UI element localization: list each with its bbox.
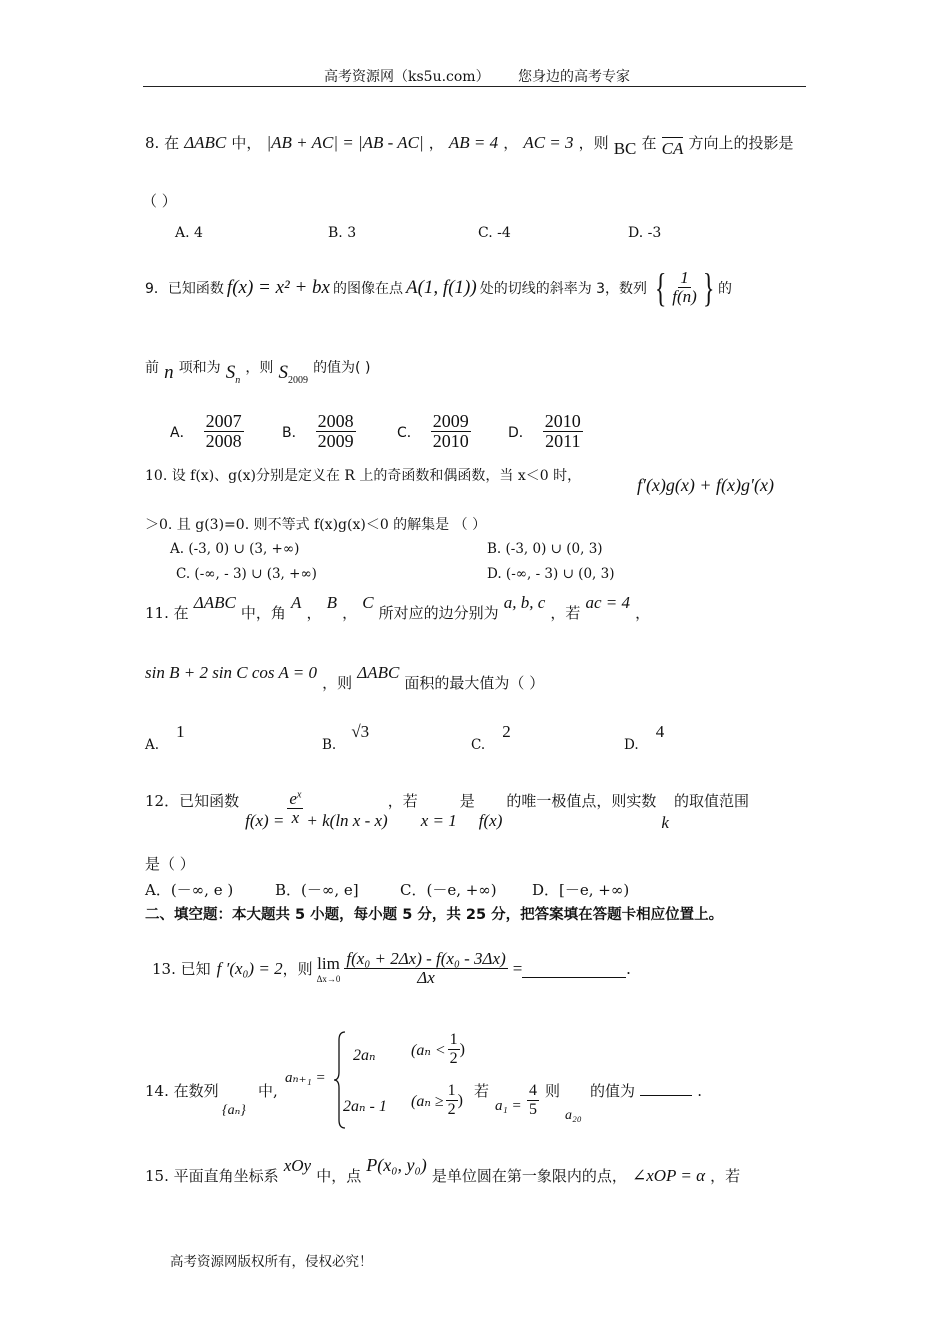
q14-cases-brace — [333, 1030, 347, 1134]
q8-tail: 方向上的投影是 — [688, 134, 794, 152]
q10-line2: ＞0. 且 g(3)=0. 则不等式 f(x)g(x)＜0 的解集是 （ ） — [145, 517, 487, 533]
q11-choice-c — [471, 722, 511, 753]
q9-choice-c-fraction — [431, 412, 471, 452]
q13-prefix: 13. 已知 — [152, 960, 211, 979]
q8-comma2: ， — [503, 134, 519, 152]
q14-cond1 — [411, 1032, 465, 1067]
q11-choice-d-value: 4 — [655, 722, 665, 741]
q9-choice-b-label: B． — [282, 424, 306, 441]
q9-choice-a-den: 2008 — [205, 430, 242, 451]
section-2-heading: 二、填空题：本大题共 5 小题，每小题 5 分，共 25 分，把答案填在答题卡相应位置上。 — [145, 907, 724, 923]
q8-answer-paren: （ ） — [142, 192, 177, 210]
q13-num: f(x₀ + 2Δx) - f(x₀ - 3Δx) — [346, 949, 506, 968]
q9-seq-num: 1 — [680, 268, 689, 288]
q9-line2 — [145, 356, 371, 386]
q8-choice-a: A. 4 — [175, 225, 203, 241]
q14-lhs: aₙ₊₁ = — [285, 1070, 326, 1086]
q13-limit — [317, 954, 341, 984]
q14-case1: 2aₙ — [353, 1047, 376, 1064]
q9-seq-den: f(n) — [672, 287, 697, 307]
q14-half1 — [448, 1032, 460, 1067]
q9-brace-right: } — [702, 265, 715, 310]
q12-choice-c: C．(－e, +∞) — [400, 881, 497, 899]
q14-a1: a₁ = — [495, 1098, 522, 1114]
q8-vector-equation: |AB + AC| = |AB - AC| — [266, 133, 424, 152]
q8-choice-b: B. 3 — [328, 225, 357, 241]
question-11 — [145, 592, 651, 622]
q14-close2: ) — [457, 1091, 463, 1109]
q9-choice-d-num: 2010 — [544, 411, 581, 431]
q13-fraction — [344, 950, 507, 988]
q11-choice-a — [145, 722, 185, 753]
q8-comma1: ， — [428, 134, 444, 152]
q15-prefix: 15. 平面直角坐标系 — [145, 1167, 279, 1185]
q14-half2 — [446, 1083, 458, 1118]
q9-choice-a — [170, 412, 244, 452]
q9-choice-a-label: A． — [170, 424, 194, 441]
q9-mid2: 处的切线的斜率为 3，数列 — [479, 281, 648, 297]
q11-choice-c-label: C. — [471, 737, 486, 753]
q14-mid: 中, — [258, 1082, 278, 1100]
q9-choice-b-den: 2009 — [317, 430, 354, 451]
q12-choice-b: B．(－∞, e] — [275, 881, 359, 899]
q11-ac: ac = 4 — [585, 593, 631, 612]
q12-tail: 的取值范围 — [673, 792, 749, 810]
question-15 — [145, 1155, 741, 1185]
q8-choice-c: C. -4 — [478, 225, 511, 241]
q11-choice-b-value: √3 — [351, 722, 370, 741]
q9-choice-d-den: 2011 — [545, 430, 581, 451]
question-13 — [152, 950, 631, 988]
q14-half2-num: 1 — [447, 1082, 456, 1099]
header-slogan: 您身边的高考专家 — [518, 69, 630, 85]
q9-point: A(1, f(1)) — [406, 277, 477, 298]
q11-triangle2: ΔABC — [357, 663, 400, 682]
q9-choice-a-num: 2007 — [205, 411, 242, 431]
q9-tail: 的 — [718, 281, 733, 297]
q8-triangle: ΔABC — [184, 133, 227, 152]
q9-choice-c-den: 2010 — [432, 430, 469, 451]
q13-den: Δx — [417, 967, 435, 987]
q10-expression: f′(x)g(x) + f(x)g′(x) — [637, 475, 774, 495]
q9-prefix: 9．已知函数 — [145, 281, 224, 297]
q12-prefix: 12．已知函数 — [145, 792, 240, 810]
q8-choice-d: D. -3 — [628, 225, 662, 241]
q9-sn — [225, 362, 241, 386]
q12-mid2: 是 — [459, 792, 475, 810]
q13-answer-blank[interactable] — [522, 959, 626, 978]
q14-cond2 — [411, 1083, 463, 1118]
q9-brace-left: { — [654, 265, 667, 310]
q9-line2-a: 前 — [145, 360, 159, 376]
q14-close1: ) — [459, 1040, 465, 1058]
q11-mid3: ，若 — [550, 604, 581, 622]
q11-mid2: 所对应的边分别为 — [378, 604, 499, 622]
q12-frac-num — [287, 790, 303, 809]
q14-half1-den: 2 — [449, 1049, 458, 1067]
q8-ac: AC = 3 — [523, 133, 574, 152]
q14-a20: a₂₀ — [565, 1108, 582, 1123]
q11-angle-c: C — [362, 593, 374, 612]
q11-choice-a-label: A. — [145, 737, 160, 753]
q14-half1-num: 1 — [449, 1031, 458, 1048]
q11-line2 — [145, 662, 545, 692]
q9-choice-b-fraction — [316, 412, 356, 452]
q11-angle-b: B — [326, 593, 337, 612]
q13-equals: = — [512, 958, 523, 978]
q11-comma2: ， — [342, 604, 358, 622]
q9-n: n — [164, 362, 174, 383]
q13-period: . — [626, 958, 631, 978]
q11-prefix: 11. 在 — [145, 604, 189, 622]
q11-choice-c-value: 2 — [502, 722, 511, 741]
q11-choice-a-value: 1 — [176, 722, 185, 741]
q12-mid3: 的唯一极值点，则实数 — [506, 792, 657, 810]
q10-choice-d: D. (-∞, - 3) ∪ (0, 3) — [487, 566, 615, 582]
q8-mid: 中， — [231, 134, 262, 152]
q11-choice-d — [624, 722, 665, 753]
q13-lim-sub: Δx→0 — [316, 973, 341, 984]
q9-choice-c-label: C． — [397, 424, 421, 441]
q9-choice-d-fraction — [543, 412, 583, 452]
question-9 — [145, 265, 733, 310]
q12-rest: + k(ln x - x) — [306, 810, 388, 830]
q8-prefix: 8. 在 — [145, 134, 180, 152]
q14-prefix: 14. 在数列 — [145, 1082, 219, 1100]
q14-tail-line — [590, 1080, 702, 1101]
q14-answer-blank[interactable] — [640, 1081, 692, 1096]
q14-tail: 的值为 — [590, 1082, 636, 1100]
q9-sn-letter: S — [225, 362, 236, 383]
q11-angle-a: A — [291, 593, 302, 612]
question-12 — [145, 789, 749, 832]
question-8 — [145, 132, 794, 158]
q11-choice-b — [322, 722, 370, 753]
q14-sequence: {aₙ} — [222, 1103, 246, 1118]
q12-fx: f(x) = — [245, 810, 285, 830]
q10-choice-a: A. (-3, 0) ∪ (3, +∞) — [170, 541, 300, 557]
q12-fx2: f(x) — [478, 810, 503, 830]
q15-angle: ∠xOP = α — [631, 1166, 706, 1185]
q11-mid4: ，则 — [322, 674, 353, 692]
q9-choice-b — [282, 412, 356, 452]
q9-line2-c: ，则 — [245, 360, 274, 376]
q12-k: k — [661, 812, 669, 832]
q9-line2-b: 项和为 — [178, 360, 221, 376]
q9-s2009-sub: 2009 — [287, 374, 308, 386]
q9-function: f(x) = x² + bx — [226, 277, 330, 298]
q12-choice-d: D．[－e, +∞) — [532, 881, 630, 899]
q13-condition: f ′(x₀) = 2 — [216, 958, 283, 978]
q11-comma3: ， — [635, 604, 651, 622]
q14-cond1-text: (aₙ < — [411, 1041, 446, 1059]
q14-period: . — [697, 1082, 702, 1100]
q13-mid: ，则 — [282, 960, 313, 979]
header-site: 高考资源网（ks5u.com） — [324, 69, 490, 85]
q8-zai: 在 — [641, 134, 657, 152]
q12-line2: 是（ ） — [145, 855, 195, 873]
q15-xoy: xOy — [283, 1156, 312, 1175]
q9-s2009 — [278, 362, 308, 386]
q9-line2-d: 的值为( ) — [313, 360, 371, 376]
q8-ab: AB = 4 — [448, 133, 499, 152]
q13-lim-word: lim — [317, 953, 340, 973]
q8-bc: BC — [613, 139, 637, 158]
q12-frac-den: x — [291, 807, 300, 827]
q12-fraction — [287, 790, 303, 828]
q14-case2: 2aₙ - 1 — [343, 1098, 387, 1115]
q12-choice-a: A．(－∞, e ) — [145, 881, 234, 899]
q9-mid1: 的图像在点 — [333, 281, 403, 297]
q14-ruo: 若 — [474, 1082, 490, 1100]
q15-mid2: 是单位圆在第一象限内的点， — [431, 1167, 627, 1185]
q11-mid1: 中，角 — [240, 604, 286, 622]
q11-sides: a, b, c — [503, 593, 546, 612]
q15-tail: ，若 — [710, 1167, 741, 1185]
q9-choice-d — [508, 412, 583, 452]
q14-a1-num: 4 — [529, 1082, 537, 1099]
q9-choice-b-num: 2008 — [317, 411, 354, 431]
q14-a1-fraction — [527, 1083, 539, 1118]
q9-s2009-letter: S — [278, 362, 288, 383]
q10-choice-b: B. (-3, 0) ∪ (0, 3) — [487, 541, 603, 557]
q15-point: P(x₀, y₀) — [366, 1155, 427, 1175]
q9-choice-d-label: D． — [508, 424, 533, 441]
q14-half2-den: 2 — [447, 1100, 456, 1118]
q11-choice-d-label: D. — [624, 737, 639, 753]
q11-comma1: ， — [306, 604, 322, 622]
q11-equation: sin B + 2 sin C cos A = 0 — [145, 663, 318, 682]
q9-choice-c-num: 2009 — [432, 411, 469, 431]
q11-choice-b-label: B. — [322, 737, 337, 753]
q12-mid1: ，若 — [387, 792, 418, 810]
q14-a1-den: 5 — [529, 1100, 537, 1118]
q10-choice-c: C. (-∞, - 3) ∪ (3, +∞) — [176, 566, 317, 582]
q14-cond2-text: (aₙ ≥ — [411, 1092, 444, 1110]
q14-ze: 则 — [545, 1082, 561, 1100]
q11-triangle: ΔABC — [193, 593, 236, 612]
q9-choice-c — [397, 412, 471, 452]
q9-choice-a-fraction — [204, 412, 244, 452]
q9-sequence-fraction — [670, 269, 699, 307]
q15-mid1: 中，点 — [316, 1167, 362, 1185]
q12-num-e: e — [289, 789, 297, 808]
q12-x1: x = 1 — [420, 810, 457, 830]
q8-vector-ca: CA — [661, 139, 684, 158]
q10-line1: 10. 设 f(x)、g(x)分别是定义在 R 上的奇函数和偶函数，当 x＜0 时， — [145, 468, 582, 484]
q9-sn-sub: n — [235, 374, 241, 386]
footer-copyright: 高考资源网版权所有，侵权必究！ — [170, 1254, 373, 1270]
q8-then: ，则 — [578, 134, 609, 152]
header-rule — [143, 86, 806, 87]
q11-tail: 面积的最大值为（ ） — [404, 674, 545, 692]
q12-num-sup: x — [296, 789, 302, 801]
